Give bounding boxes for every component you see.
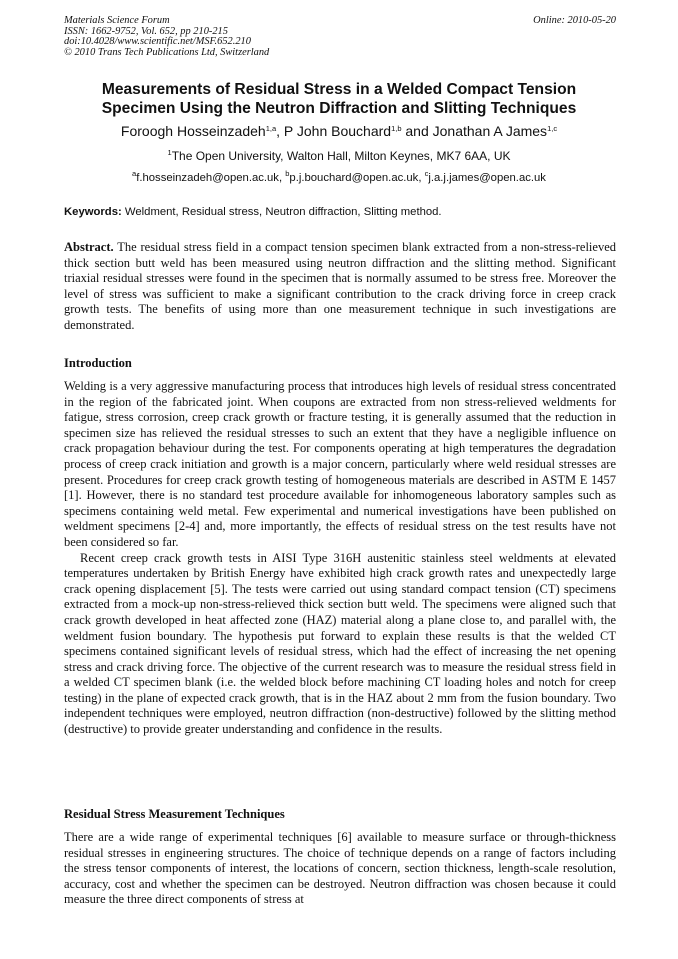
affiliation-superscript: 1 <box>167 148 172 157</box>
abstract-text: The residual stress field in a compact tension specimen blank extracted from a non-stress-relieved thick section butt weld has been measured using neutron diffraction and the slitting method. Significant triaxial residual stresses were found in the specimen that is normally assumed to be stress free. Moreover the level of stress was sufficient to make a significant contribution to the crack driving force in creep crack growth tests. The benefits of using more than one measurement technique in such investigations are demonstrated. <box>64 240 616 332</box>
email-superscript: b <box>285 169 290 178</box>
issn-line: ISSN: 1662-9752, Vol. 652, pp 210-215 <box>64 25 228 37</box>
introduction-heading: Introduction <box>64 356 132 370</box>
affiliation <box>40 148 638 164</box>
email-separator: , <box>278 172 286 184</box>
email-superscript: a <box>132 169 137 178</box>
techniques-paragraph-1: There are a wide range of experimental techniques [6] available to measure surface or through-thickness residual stresses in engineering structures. The choice of technique depends on a range of factors including the stress tensor components of interest, the locations of concern, section thickness, length-scale resolution, accuracy, cost and whether the specimen can be destroyed. Neutron diffraction was chosen because it could measure the three direct components of stress at <box>64 830 616 907</box>
keywords-text: Weldment, Residual stress, Neutron diffraction, Slitting method. <box>121 206 442 218</box>
email-superscript: c <box>424 169 429 178</box>
email-address[interactable]: f.hosseinzadeh@open.ac.uk <box>136 172 279 184</box>
introduction-paragraph-1: Welding is a very aggressive manufacturing process that introduces high levels of residual stress concentrated in the region of the fabricated joint. When coupons are extracted from non stress-relieved weldments for fatigue, stress corrosion, creep crack growth or fracture testing, it is generally assumed that the reduction in specimen size has relieved the residual stresses to such an extent that they have a negligible influence on crack propagation behaviour during the test. For components operating at high temperatures the degradation process of creep crack initiation and growth is a major concern, particularly where weld residual stresses are present. Procedures for creep crack growth testing of homogeneous materials are described in ASTM E 1457 [1]. However, there is no standard test procedure available for inhomogeneous laboratory samples such as specimens containing weld metal. Few experimental and numerical investigations have been published on weldment specimens [2-4] and, more importantly, the effects of residual stress on the test results have not been considered so far. <box>64 379 616 549</box>
techniques-section <box>64 830 616 908</box>
author-list <box>40 122 638 140</box>
copyright-line: © 2010 Trans Tech Publications Ltd, Switzerland <box>64 46 270 58</box>
affiliation-text: The Open University, Walton Hall, Milton Keynes, MK7 6AA, UK <box>171 149 511 163</box>
title-line-1: Measurements of Residual Stress in a Welded Compact Tension <box>101 81 577 98</box>
introduction-paragraph-2: Recent creep crack growth tests in AISI Type 316H austenitic stainless steel weldments at elevated temperatures undertaken by British Energy have exhibited high crack growth rates and unexpectedly large crack opening displacement [5]. The tests were carried out using standard compact tension (CT) specimens extracted from a mock-up non-stress-relieved thick section butt weld. The specimens were aligned such that crack growth developed in heat affected zone (HAZ) material along a plane close to, and parallel with, the weldment fusion boundary. The hypothesis put forward to explain these results is that the welded CT specimens contained significant levels of residual stress, which had the effect of increasing the net opening stress and crack driving force. The objective of the current research was to measure the residual stress field in a welded CT specimen blank (i.e. the welded block before machining CT loading holes and notch for creep testing) in the plane of expected crack growth, that is in the HAZ about 2 mm from the fusion boundary. Two independent techniques were employed, neutron diffraction (non-destructive) followed by the slitting method (destructive) to provide greater understanding and confidence in the results. <box>64 550 616 737</box>
doi-line: doi:10.4028/www.scientific.net/MSF.652.210 <box>64 36 251 48</box>
paper-title <box>40 80 638 118</box>
author-name: P John Bouchard <box>283 123 392 139</box>
email-address[interactable]: p.j.bouchard@open.ac.uk <box>289 172 419 184</box>
journal-header <box>64 16 616 58</box>
journal-name: Materials Science Forum <box>64 15 170 26</box>
keywords-label: Keywords: <box>64 206 122 218</box>
email-address[interactable]: j.a.j.james@open.ac.uk <box>428 172 546 184</box>
keywords <box>64 205 616 220</box>
title-line-2: Specimen Using the Neutron Diffraction and Slitting Techniques <box>101 100 577 117</box>
online-date: Online: 2010-05-20 <box>533 15 616 26</box>
email-list <box>40 170 638 186</box>
author-name: Jonathan A James <box>432 123 548 139</box>
author-separator: , <box>276 123 284 139</box>
author-superscript: 1,c <box>547 124 558 133</box>
email-separator: , <box>418 172 425 184</box>
author-conjunction: and <box>401 123 433 139</box>
author-name: Foroogh Hosseinzadeh <box>120 123 266 139</box>
abstract <box>64 240 616 334</box>
techniques-heading: Residual Stress Measurement Techniques <box>64 807 285 821</box>
introduction-section <box>64 379 616 738</box>
author-superscript: 1,b <box>391 124 402 133</box>
author-superscript: 1,a <box>265 124 277 133</box>
abstract-label: Abstract. <box>64 240 114 254</box>
